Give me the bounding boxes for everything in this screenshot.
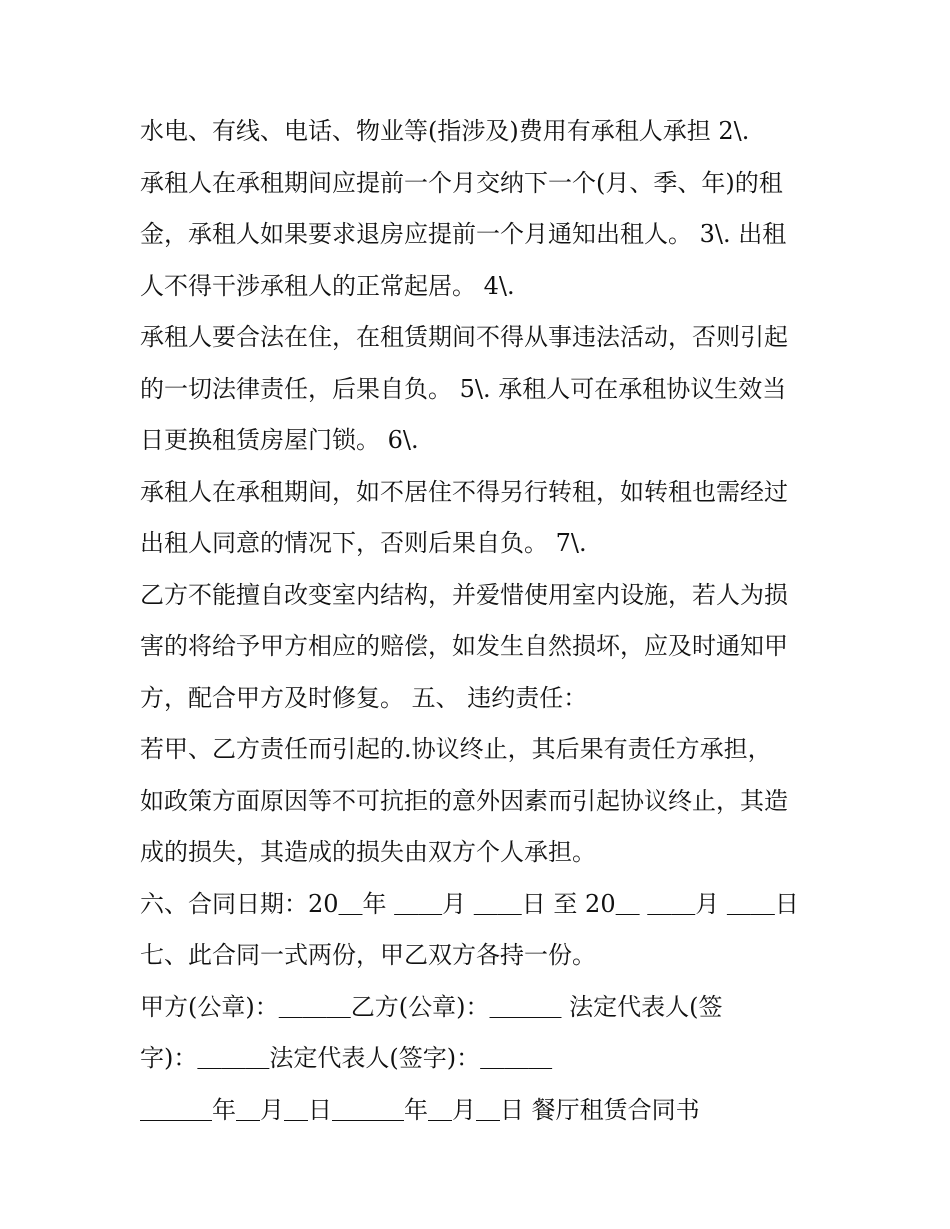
date-title-line: ＿＿＿年＿月＿日＿＿＿年＿月＿日 餐厅租赁合同书 xyxy=(140,1095,700,1124)
signature-line: 甲方(公章)：＿＿＿乙方(公章)：＿＿＿ 法定代表人(签 xyxy=(140,992,723,1021)
text-line: 水电、有线、电话、物业等(指涉及)费用有承租人承担 2\. xyxy=(140,117,750,145)
text-line: 乙方不能擅自改变室内结构，并爱惜使用室内设施，若人为损 xyxy=(140,580,788,609)
text-line: 如政策方面原因等不可抗拒的意外因素而引起协议终止，其造 xyxy=(140,786,788,815)
text-line: 若甲、乙方责任而引起的.协议终止，其后果有责任方承担， xyxy=(140,735,772,763)
text-line: 承租人在承租期间，如不居住不得另行转租，如转租也需经过 xyxy=(140,477,788,506)
text-line: 日更换租赁房屋门锁。 6\. xyxy=(140,426,419,454)
text-line: 承租人要合法在住，在租赁期间不得从事违法活动，否则引起 xyxy=(140,323,788,351)
text-line: 成的损失，其造成的损失由双方个人承担。 xyxy=(140,838,596,866)
text-line: 承租人在承租期间应提前一个月交纳下一个(月、季、年)的租 xyxy=(140,168,783,197)
text-line: 害的将给予甲方相应的赔偿，如发生自然损坏，应及时通知甲 xyxy=(140,632,788,660)
text-line: 方，配合甲方及时修复。 五、 违约责任： xyxy=(140,683,588,712)
text-line: 金，承租人如果要求退房应提前一个月通知出租人。 3\. 出租 xyxy=(140,220,787,248)
text-line: 的一切法律责任，后果自负。 5\. 承租人可在承租协议生效当 xyxy=(140,374,787,403)
signature-line: 字)：＿＿＿法定代表人(签字)：＿＿＿ xyxy=(140,1044,553,1072)
copies-line: 七、此合同一式两份，甲乙双方各持一份。 xyxy=(140,941,596,969)
contract-dates-line: 六、合同日期：20＿年 ＿＿月 ＿＿日 至 20＿ ＿＿月 ＿＿日 xyxy=(140,889,799,918)
document-body xyxy=(140,106,820,1136)
text-line: 人不得干涉承租人的正常起居。 4\. xyxy=(140,271,515,300)
text-line: 出租人同意的情况下，否则后果自负。 7\. xyxy=(140,529,587,557)
